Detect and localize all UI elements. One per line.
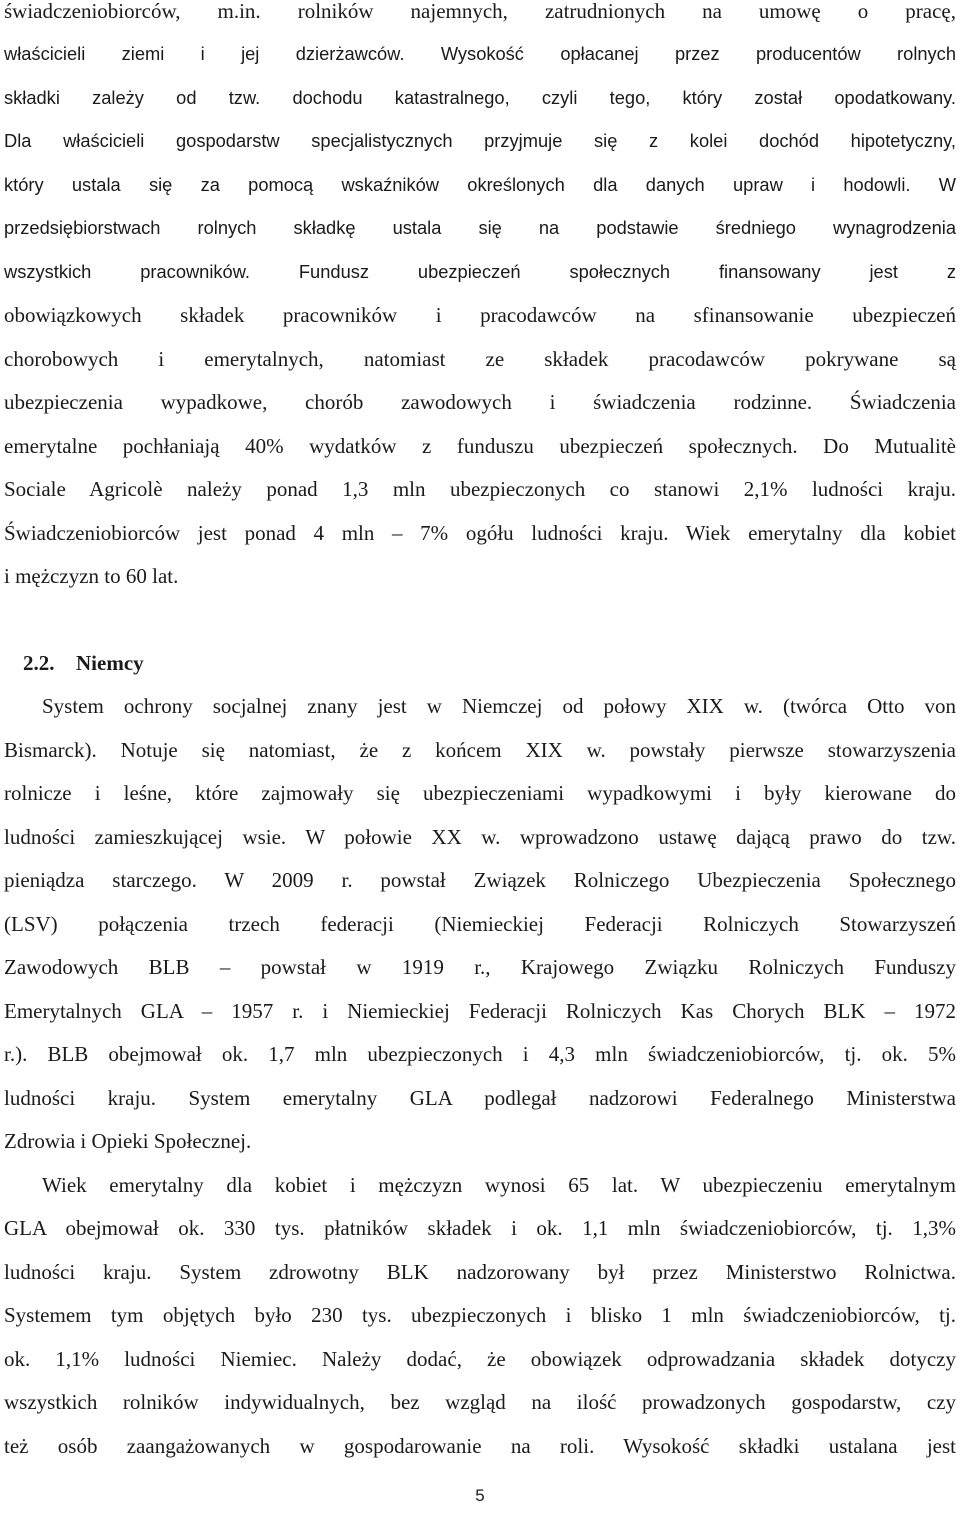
text-line: który ustala się za pomocą wskaźników określonych dla danych upraw i hodowli. W	[4, 174, 956, 195]
text-line: właścicieli ziemi i jej dzierżawców. Wysokość opłacanej przez producentów rolnych	[4, 43, 956, 64]
text-line: składki zależy od tzw. dochodu katastralnego, czyli tego, który został opodatkowany.	[4, 87, 956, 108]
text-line: ludności zamieszkującej wsie. W połowie XX w. wprowadzono ustawę dającą prawo do tzw.	[4, 825, 956, 849]
text-line: pieniądza starczego. W 2009 r. powstał Związek Rolniczego Ubezpieczenia Społecznego	[4, 868, 956, 892]
text-line: GLA obejmował ok. 330 tys. płatników składek i ok. 1,1 mln świadczeniobiorców, tj. 1,3%	[4, 1216, 956, 1240]
text-line: Świadczeniobiorców jest ponad 4 mln – 7% ogółu ludności kraju. Wiek emerytalny dla kobiet	[4, 521, 956, 545]
page-number: 5	[475, 1486, 485, 1505]
text-line: (LSV) połączenia trzech federacji (Niemieckiej Federacji Rolniczych Stowarzyszeń	[4, 912, 956, 936]
text-line: wszystkich rolników indywidualnych, bez wzgląd na ilość prowadzonych gospodarstw, czy	[4, 1390, 956, 1414]
text-line: System ochrony socjalnej znany jest w Niemczej od połowy XIX w. (twórca Otto von	[42, 694, 956, 718]
section-number: 2.2.	[23, 651, 55, 675]
text-line: Dla właścicieli gospodarstw specjalistycznych przyjmuje się z kolei dochód hipotetyczny,	[4, 130, 956, 151]
text-line: też osób zaangażowanych w gospodarowanie na roli. Wysokość składki ustalana jest	[4, 1434, 956, 1458]
section-heading	[4, 648, 956, 678]
text-line: emerytalne pochłaniają 40% wydatków z funduszu ubezpieczeń społecznych. Do Mutualitè	[4, 434, 956, 458]
text-line: Sociale Agricolè należy ponad 1,3 mln ubezpieczonych co stanowi 2,1% ludności kraju.	[4, 477, 956, 501]
text-line: ok. 1,1% ludności Niemiec. Należy dodać, że obowiązek odprowadzania składek dotyczy	[4, 1347, 956, 1371]
text-line: Emerytalnych GLA – 1957 r. i Niemieckiej Federacji Rolniczych Kas Chorych BLK – 1972	[4, 999, 956, 1023]
text-line: chorobowych i emerytalnych, natomiast ze składek pracodawców pokrywane są	[4, 347, 956, 371]
text-line: świadczeniobiorców, m.in. rolników najemnych, zatrudnionych na umowę o pracę,	[4, 0, 956, 23]
text-line: przedsiębiorstwach rolnych składkę ustala się na podstawie średniego wynagrodzenia	[4, 217, 956, 238]
text-line: ubezpieczenia wypadkowe, chorób zawodowych i świadczenia rodzinne. Świadczenia	[4, 390, 956, 414]
text-line: Zdrowia i Opieki Społecznej.	[4, 1129, 252, 1153]
text-line: rolnicze i leśne, które zajmowały się ubezpieczeniami wypadkowymi i były kierowane do	[4, 781, 956, 805]
text-line: Zawodowych BLB – powstał w 1919 r., Krajowego Związku Rolniczych Funduszy	[4, 955, 956, 979]
text-line: obowiązkowych składek pracowników i pracodawców na sfinansowanie ubezpieczeń	[4, 303, 956, 327]
section-title: Niemcy	[76, 651, 144, 675]
text-line: ludności kraju. System emerytalny GLA podlegał nadzorowi Federalnego Ministerstwa	[4, 1086, 956, 1110]
text-line: Bismarck). Notuje się natomiast, że z końcem XIX w. powstały pierwsze stowarzyszenia	[4, 738, 956, 762]
text-line: wszystkich pracowników. Fundusz ubezpieczeń społecznych finansowany jest z	[4, 261, 956, 282]
text-line: Systemem tym objętych było 230 tys. ubezpieczonych i blisko 1 mln świadczeniobiorców, tj.	[4, 1303, 956, 1327]
text-line: Wiek emerytalny dla kobiet i mężczyzn wynosi 65 lat. W ubezpieczeniu emerytalnym	[42, 1173, 956, 1197]
text-line: r.). BLB obejmował ok. 1,7 mln ubezpieczonych i 4,3 mln świadczeniobiorców, tj. ok. 5%	[4, 1042, 956, 1066]
text-line: ludności kraju. System zdrowotny BLK nadzorowany był przez Ministerstwo Rolnictwa.	[4, 1260, 956, 1284]
text-line: i mężczyzn to 60 lat.	[4, 564, 179, 588]
